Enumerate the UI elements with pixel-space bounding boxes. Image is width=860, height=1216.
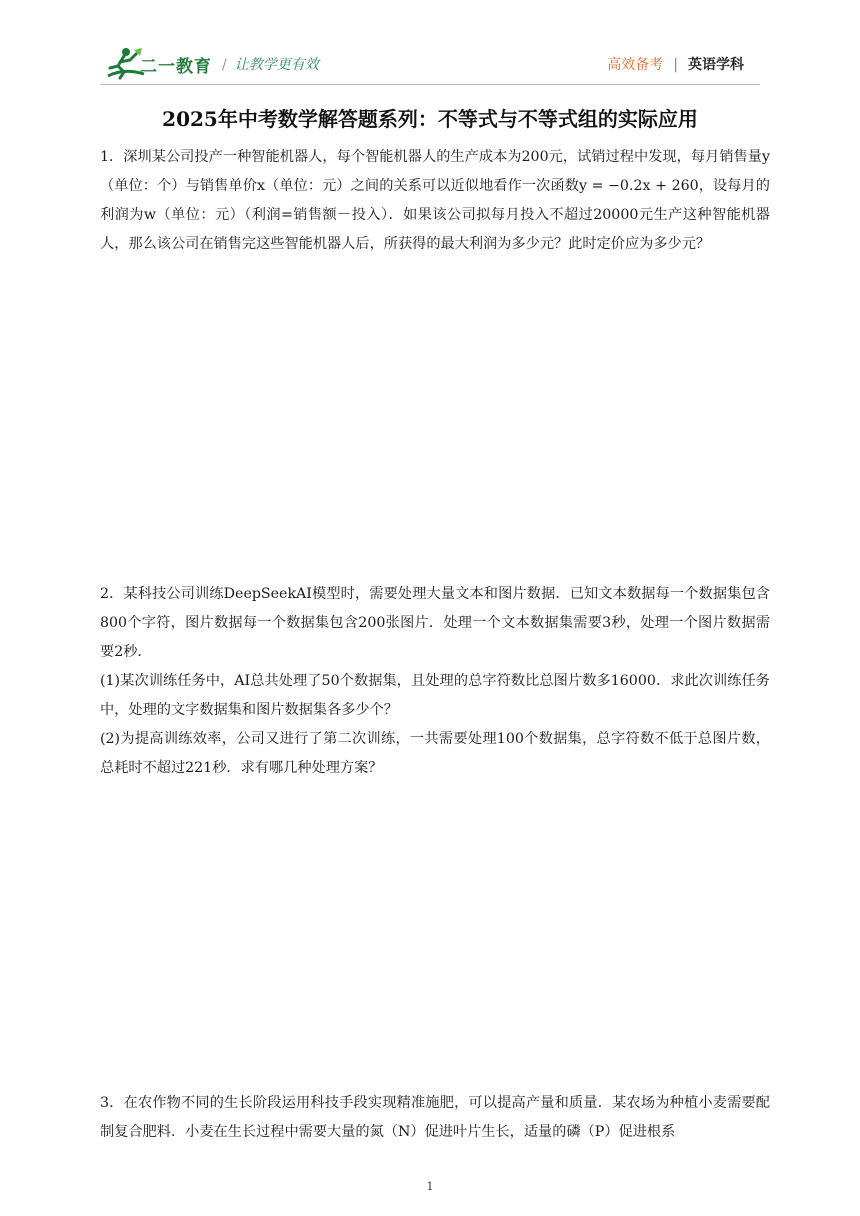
- question-2-part-2: (2)为提高训练效率，公司又进行了第二次训练，一共需要处理100个数据集，总字符数不低于总图片数，总耗时不超过221秒．求有哪几种处理方案？: [100, 731, 770, 776]
- page-header: [0, 0, 860, 92]
- tag-subject: 英语学科: [688, 57, 744, 73]
- header-divider: [100, 84, 760, 85]
- document-title: 2025年中考数学解答题系列：不等式与不等式组的实际应用: [162, 107, 698, 131]
- question-3: [100, 1089, 770, 1147]
- tag-exam-prep: 高效备考: [607, 57, 664, 73]
- subject-tags: 高效备考 | 英语学科: [607, 57, 744, 73]
- page-number: 1: [426, 1180, 434, 1193]
- brand-name: 二一教育: [140, 57, 212, 77]
- question-1: [100, 143, 770, 259]
- question-1-text: 1．深圳某公司投产一种智能机器人，每个智能机器人的生产成本为200元，试销过程中发现，每月销售量y（单位：个）与销售单价x（单位：元）之间的关系可以近似地看作一次函数y = −0.2x + 260，设每月的利润为w（单位：元）（利润=销售额－投入）．如果该公司拟每月投入不超过20000元生产这种智能机器人，那么该公司在销售完这些智能机器人后，所获得的最大利润为多少元？此时定价应为多少元？: [100, 149, 770, 252]
- slogan: / 让教学更有效: [222, 57, 319, 73]
- question-2-part-1: (1)某次训练任务中，AI总共处理了50个数据集，且处理的总字符数比总图片数多16000．求此次训练任务中，处理的文字数据集和图片数据集各多少个？: [100, 673, 770, 718]
- question-3-text: 3．在农作物不同的生长阶段运用科技手段实现精准施肥，可以提高产量和质量．某农场为种植小麦需要配制复合肥料．小麦在生长过程中需要大量的氮（N）促进叶片生长，适量的磷（P）促进根系: [100, 1095, 770, 1140]
- slogan-text: 让教学更有效: [234, 57, 319, 73]
- question-2: [100, 580, 770, 783]
- question-2-intro: 2．某科技公司训练DeepSeekAI模型时，需要处理大量文本和图片数据．已知文本数据每一个数据集包含800个字符，图片数据每一个数据集包含200张图片．处理一个文本数据集需要3秒，处理一个图片数据需要2秒．: [100, 586, 770, 660]
